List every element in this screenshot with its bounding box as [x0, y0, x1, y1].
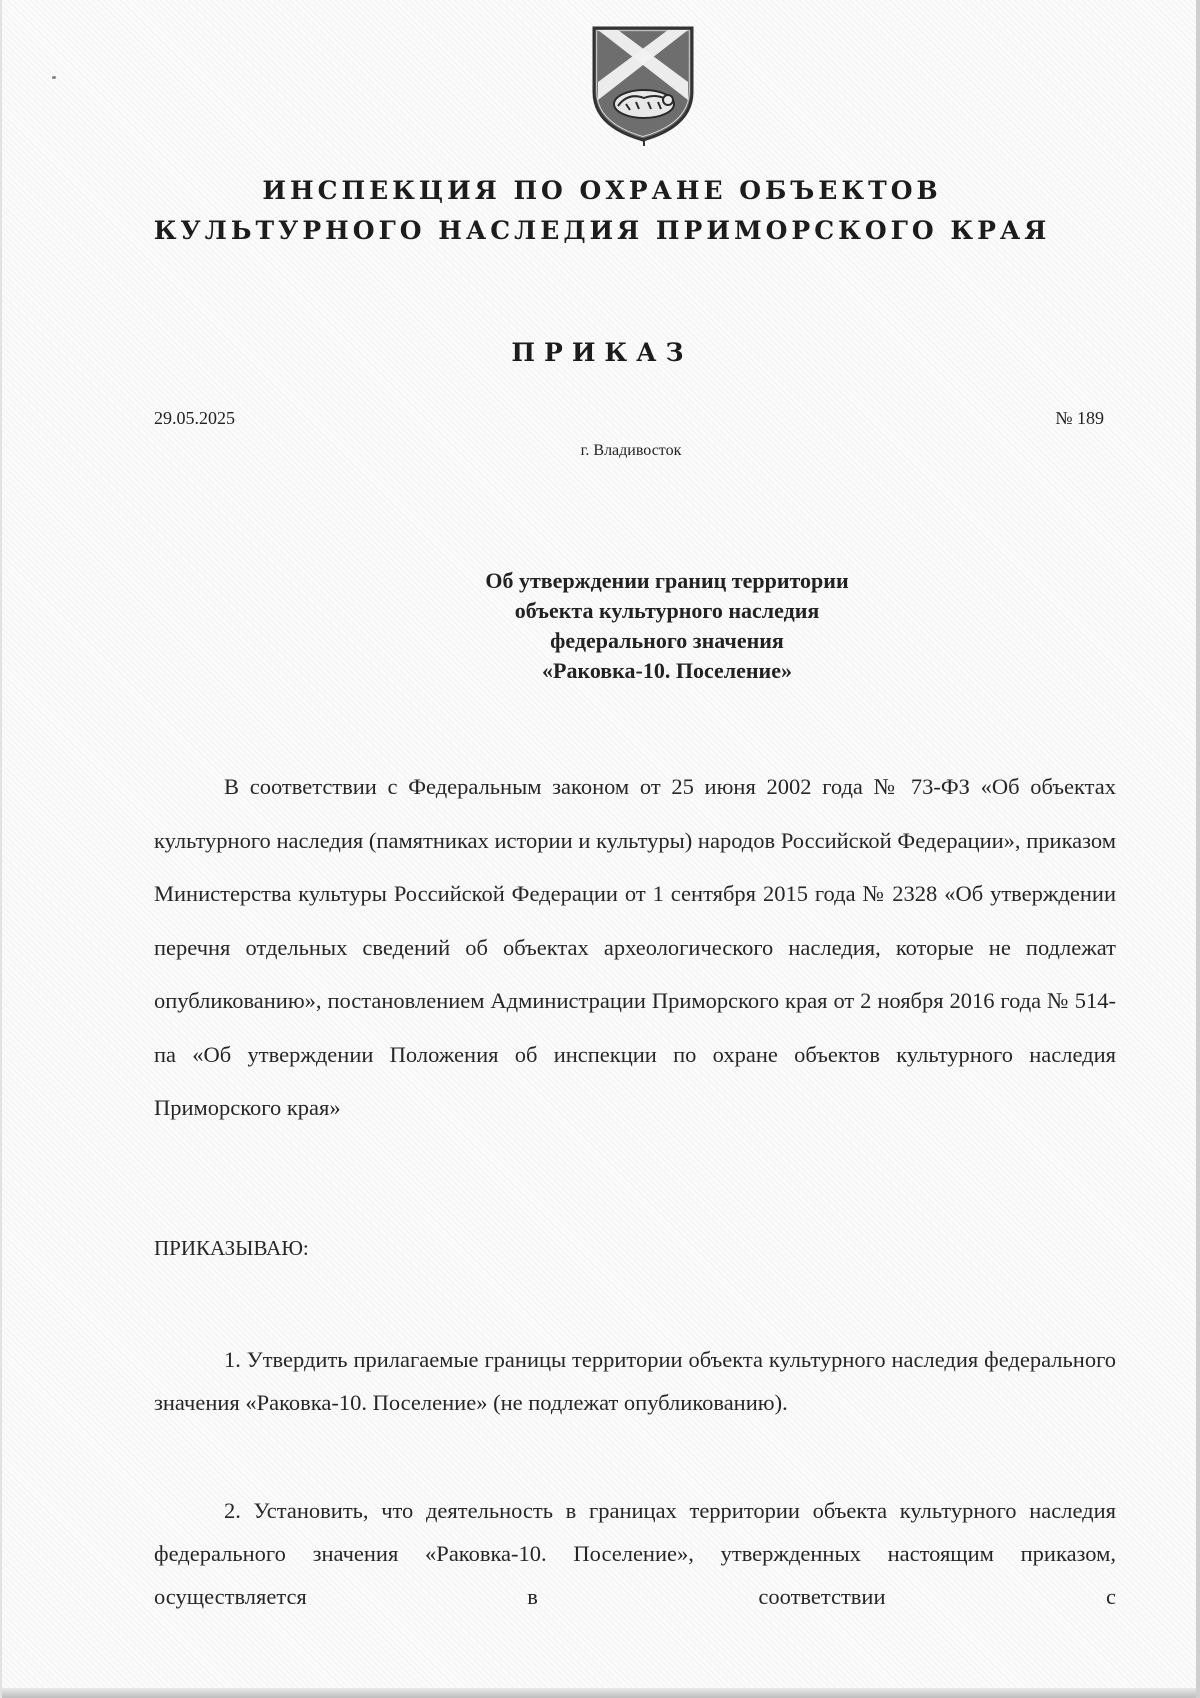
document-city: г. Владивосток: [580, 442, 682, 459]
scan-speck: [52, 76, 56, 79]
order-item-1-text: 1. Утвердить прилагаемые границы территории объекта культурного наследия федерального значения «Раковка-10. Поселение» (не подлежат опубликованию).: [154, 1347, 1116, 1415]
order-item-2: [154, 1489, 1116, 1618]
document-title: [2, 566, 1200, 686]
page-bottom-edge: [2, 1688, 1200, 1698]
preamble-text: В соответствии с Федеральным законом от 25 июня 2002 года № 73-ФЗ «Об объектах культурного наследия (памятниках истории и культуры) народов Российской Федерации», приказом Министерства культуры Российской Федерации от 1 сентября 2015 года № 2328 «Об утверждении перечня отдельных сведений об объектах археологического наследия, которые не подлежат опубликованию», постановлением Администрации Приморского края от 2 ноября 2016 года № 514-па «Об утверждении Положения об инспекции по охране объектов культурного наследия Приморского края»: [154, 774, 1116, 1120]
title-line: объекта культурного наследия: [514, 598, 820, 623]
coat-of-arms-emblem: [588, 22, 698, 146]
order-word: ПРИКАЗЫВАЮ:: [154, 1236, 309, 1260]
organization-name-line2: КУЛЬТУРНОГО НАСЛЕДИЯ ПРИМОРСКОГО КРАЯ: [153, 216, 1051, 245]
order-item-2-text: 2. Установить, что деятельность в границах территории объекта культурного наследия федерального значения «Раковка-10. Поселение», утвержденных настоящим приказом, осуществляется в соответствии с: [154, 1498, 1116, 1609]
preamble-paragraph: [154, 760, 1116, 1135]
order-item-1: [154, 1338, 1116, 1424]
title-line: «Раковка-10. Поселение»: [542, 658, 792, 683]
title-line: федерального значения: [550, 628, 784, 653]
title-line: Об утверждении границ территории: [485, 568, 849, 593]
document-number: № 189: [1055, 408, 1104, 428]
document-type-heading: ПРИКАЗ: [511, 338, 693, 367]
organization-name-line1: ИНСПЕКЦИЯ ПО ОХРАНЕ ОБЪЕКТОВ: [262, 176, 942, 205]
document-date: 29.05.2025: [154, 408, 235, 428]
